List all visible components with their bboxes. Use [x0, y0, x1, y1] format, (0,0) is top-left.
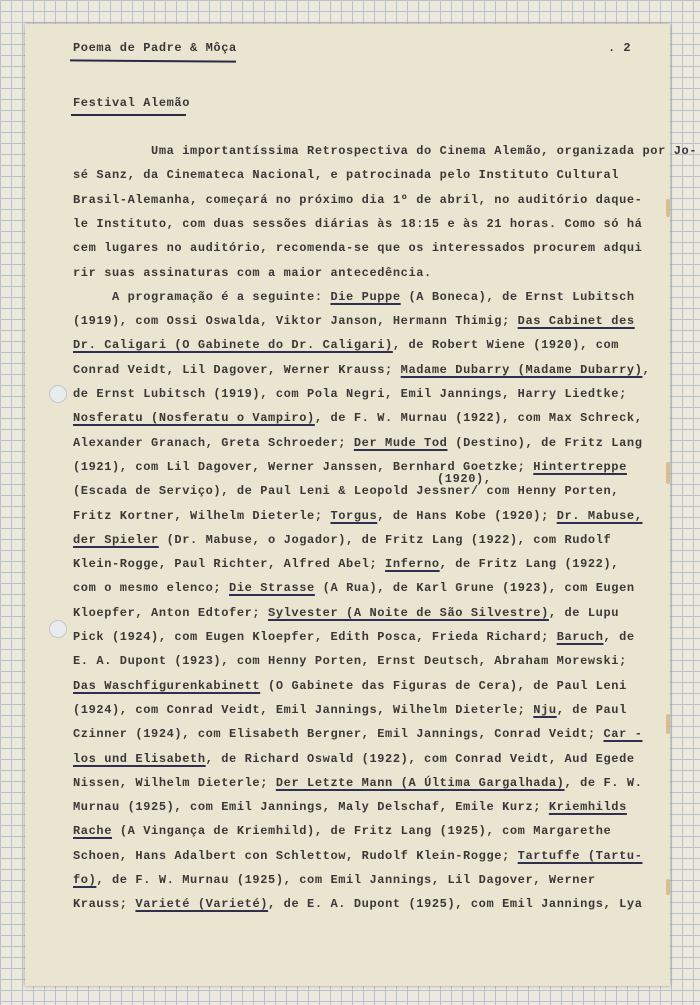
text-line [73, 144, 697, 158]
text-line [73, 460, 627, 474]
text-segment: (1924), com Conrad Veidt, Emil Jannings, Wilhelm Dieterle; [73, 702, 534, 717]
film-title: der Spieler [73, 532, 159, 547]
film-title: Kriemhilds [548, 800, 627, 815]
film-title: Rache [73, 824, 113, 839]
text-line [73, 168, 619, 182]
text-segment: Schoen, Hans Adalbert con Schlettow, Rudolf Klein-Rogge; [73, 848, 518, 863]
film-title: Das Waschfigurenkabinett [73, 678, 261, 693]
text-segment: , de [603, 630, 635, 644]
text-segment: Nissen, Wilhelm Dieterle; [73, 775, 276, 790]
header-underline [70, 59, 236, 62]
text-line [73, 581, 635, 595]
text-segment: Alexander Granach, Greta Schroeder; [73, 435, 354, 450]
text-line [73, 533, 611, 547]
text-segment: Uma importantíssima Retrospectiva do Cinema Alemão, organizada por Jo- [73, 144, 698, 158]
film-title: Dr. Caligari (O Gabinete do Dr. Caligari) [73, 338, 393, 353]
punch-hole [49, 385, 67, 403]
text-segment: (1921), com Lil Dagover, Werner Janssen, Bernhard Goetzke; [73, 459, 534, 474]
text-segment: A programação é a seguinte: [73, 289, 331, 304]
film-title: Dr. Mabuse, [556, 508, 643, 523]
text-segment: cem lugares no auditório, recomenda-se que os interessados procurem adqui [73, 241, 643, 256]
rust-stain [666, 879, 670, 895]
film-title: los und Elisabeth [73, 751, 206, 766]
text-line [73, 217, 643, 231]
text-segment: (A Rua), de Karl Grune (1923), com Eugen [314, 581, 635, 596]
film-title: Varieté (Varieté) [135, 897, 269, 912]
text-segment: le Instituto, com duas sessões diárias às 18:15 e às 21 horas. Como só há [73, 216, 643, 231]
text-line [73, 849, 643, 863]
text-segment: , de F. W. Murnau (1925), com Emil Jannings, Lil Dagover, Werner [96, 873, 596, 887]
text-segment: Murnau (1925), com Emil Jannings, Maly Delschaf, Emile Kurz; [73, 800, 549, 815]
text-line [73, 266, 432, 280]
text-segment: (Destino), de Fritz Lang [447, 435, 643, 450]
film-title: Car - [603, 727, 643, 742]
text-segment: E. A. Dupont (1923), com Henny Porten, Ernst Deutsch, Abraham Morewski; [73, 654, 627, 669]
film-title: Sylvester (A Noite de São Silvestre) [268, 605, 549, 620]
text-segment: Brasil-Alemanha, começará no próximo dia 1º de abril, no auditório daque- [73, 192, 643, 207]
text-line [73, 509, 643, 523]
text-segment: Kloepfer, Anton Edtofer; [73, 605, 269, 620]
text-line [73, 241, 643, 255]
text-segment: (O Gabinete das Figuras de Cera), de Paul Leni [260, 678, 627, 693]
film-title: Baruch [556, 630, 604, 644]
handwritten-insertion: (1920), [437, 472, 492, 486]
film-title: Das Cabinet des [517, 314, 635, 329]
rust-stain [666, 462, 670, 484]
rust-stain [666, 714, 670, 734]
text-line [73, 897, 643, 911]
text-segment: sé Sanz, da Cinemateca Nacional, e patrocinada pelo Instituto Cultural [73, 168, 620, 183]
text-line [73, 703, 627, 717]
text-segment: rir suas assinaturas com a maior antecedência. [73, 265, 432, 280]
text-segment: , de E. A. Dupont (1925), com Emil Jannings, Lya [268, 897, 643, 912]
text-segment: , de Lupu [548, 605, 620, 620]
text-segment: , de F. W. [564, 775, 643, 790]
text-segment: , [642, 362, 651, 377]
rust-stain [666, 199, 670, 217]
text-segment: (A Vingança de Kriemhild), de Fritz Lang (1925), com Margarethe [112, 824, 612, 839]
text-line [73, 436, 643, 450]
text-segment: Czinner (1924), com Elisabeth Bergner, Emil Jannings, Conrad Veidt; [73, 727, 604, 742]
film-title: Der Letzte Mann (A Última Gargalhada) [275, 775, 565, 790]
text-line [73, 338, 619, 352]
punch-hole [49, 620, 67, 638]
film-title: Madame Dubarry (Madame Dubarry) [400, 362, 643, 377]
text-segment: Fritz Kortner, Wilhelm Dieterle; [73, 508, 331, 523]
section-underline [71, 114, 186, 116]
text-line [73, 752, 635, 766]
text-segment: Klein-Rogge, Paul Richter, Alfred Abel; [73, 557, 386, 572]
film-title: fo) [73, 873, 97, 887]
text-line [73, 193, 643, 207]
section-title: Festival Alemão [73, 96, 191, 110]
text-line [73, 387, 627, 401]
text-segment: Conrad Veidt, Lil Dagover, Werner Krauss; [73, 362, 401, 377]
film-title: Inferno [385, 557, 440, 572]
text-line [73, 606, 619, 620]
film-title: Nju [533, 702, 557, 717]
text-line [73, 557, 619, 571]
text-line [73, 290, 635, 304]
text-line [73, 873, 596, 887]
text-line [73, 800, 627, 814]
film-title: Die Strasse [229, 581, 315, 596]
text-line [73, 776, 643, 790]
typewritten-page [25, 24, 698, 986]
film-title: Tartuffe (Tartu- [517, 848, 643, 863]
text-segment: Pick (1924), com Eugen Kloepfer, Edith Posca, Frieda Richard; [73, 630, 557, 644]
text-line [73, 727, 643, 741]
header-title: Poema de Padre & Môça [73, 41, 237, 55]
film-title: Nosferatu (Nosferatu o Vampiro) [73, 411, 315, 426]
page-number: . 2 [608, 41, 632, 55]
text-segment: , de Hans Kobe (1920); [377, 508, 557, 523]
text-line [73, 630, 635, 644]
text-segment: , de Paul [556, 702, 627, 717]
text-segment: , de Robert Wiene (1920), com [392, 338, 620, 353]
film-title: Die Puppe [330, 289, 401, 304]
text-segment: , de Fritz Lang (1922), [439, 557, 620, 572]
text-segment: de Ernst Lubitsch (1919), com Pola Negri, Emil Jannings, Harry Liedtke; [73, 387, 627, 401]
text-segment: (A Boneca), de Ernst Lubitsch [400, 289, 635, 304]
text-segment: (Dr. Mabuse, o Jogador), de Fritz Lang (1922), com Rudolf [158, 532, 612, 547]
text-line [73, 363, 650, 377]
text-segment: com o mesmo elenco; [73, 581, 230, 596]
text-line [73, 824, 611, 838]
text-segment: (1919), com Ossi Oswalda, Viktor Janson, Hermann Thimig; [73, 314, 518, 329]
text-segment: , de F. W. Murnau (1922), com Max Schreck, [314, 411, 643, 426]
film-title: Hintertreppe [533, 459, 627, 474]
text-line [73, 484, 619, 498]
text-line [73, 411, 643, 425]
text-segment: , de Richard Oswald (1922), com Conrad Veidt, Aud Egede [205, 751, 635, 766]
text-line [73, 654, 627, 668]
text-line [73, 314, 635, 328]
text-segment: Krauss; [73, 897, 136, 912]
text-line [73, 679, 627, 693]
text-segment: (Escada de Serviço), de Paul Leni & Leopold Jessner/ com Henny Porten, [73, 484, 620, 499]
film-title: Der Mude Tod [353, 435, 448, 450]
film-title: Torgus [330, 508, 378, 523]
